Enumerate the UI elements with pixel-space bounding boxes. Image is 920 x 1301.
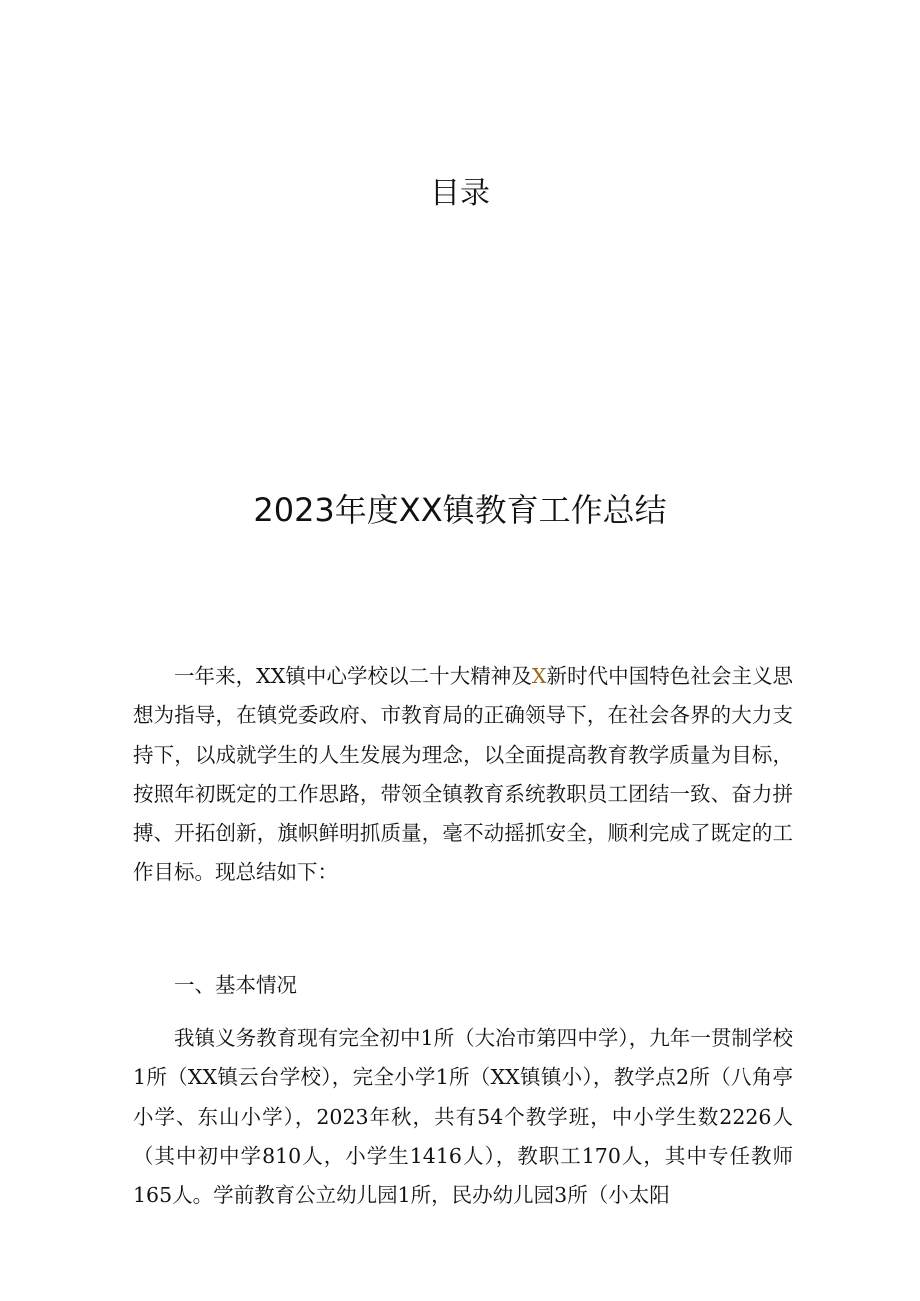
intro-text-part-a: 一年来，XX镇中心学校以二十大精神及 [174,664,532,688]
document-title: 2023年度XX镇教育工作总结 [253,491,667,529]
section-heading-basic-info: 一、基本情况 [174,973,297,997]
intro-text-part-b: 新时代中国特色社会主义思想为指导，在镇党委政府、市教育局的正确领导下，在社会各界的大力支持下，以成就学生的人生发展为理念，以全面提高教育教学质量为目标，按照年初既定的工作思路，带领全镇教育系统教职员工团结一致、奋力拼搏、开拓创新，旗帜鲜明抓质量，毫不动摇抓安全，顺利完成了既定的工作目标。现总结如下： [133,664,794,885]
toc-title: 目录 [430,176,490,211]
intro-paragraph [133,657,793,893]
section-paragraph-basic-info: 我镇义务教育现有完全初中1所（大冶市第四中学），九年一贯制学校1所（XX镇云台学校），完全小学1所（XX镇镇小），教学点2所（八角亭小学、东山小学），2023年秋，共有54个教学班，中小学生数2226人（其中初中学810人，小学生1416人），教职工170人，其中专任教师165人。学前教育公立幼儿园1所，民办幼儿园3所（小太阳 [133,1026,793,1208]
intro-highlight-mark: X [531,664,547,688]
